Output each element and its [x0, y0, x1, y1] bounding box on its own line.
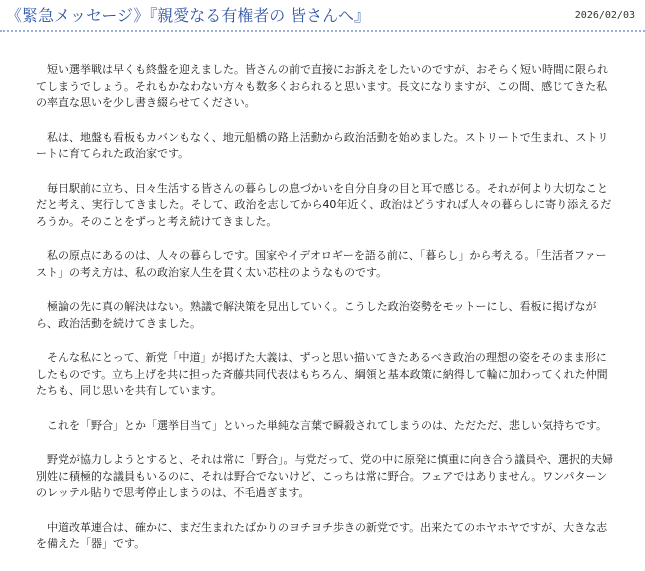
paragraph: 野党が協力しようとすると、それは常に「野合」。与党だって、党の中に原発に慎重に向き合う議員や、選択的夫婦別姓に積極的な議員もいるのに、それは野合でないけど、こっちは常に野合。フェアではありません。ワンパターンのレッテル貼りで思考停止しまうのは、不毛過ぎます。	[36, 453, 614, 499]
paragraph: 中道改革連合は、確かに、まだ生まれたばかりのヨチヨチ歩きの新党です。出来たてのホヤホヤですが、大きな志を備えた「器」です。	[36, 520, 608, 550]
paragraph: 極論の先に真の解決はない。熟議で解決策を見出していく。こうした政治姿勢をモットーにし、看板に掲げながら、政治活動を続けてきました。	[36, 300, 597, 330]
paragraph: 短い選挙戦は早くも終盤を迎えました。皆さんの前で直接にお訴えをしたいのですが、おそらく短い時間に限られてしまうでしょう。それもかなわない方々も数多くおられると思います。長文になりますが、この間、感じてきた私の率直な思いを少し書き綴らせてください。	[36, 63, 608, 109]
paragraph: これを「野合」とか「選挙目当て」といった単純な言葉で瞬殺されてしまうのは、ただただ、悲しい気持ちです。	[47, 418, 608, 432]
post-date: 2026/02/03	[574, 10, 635, 21]
page-header	[0, 0, 645, 32]
paragraph: 私は、地盤も看板もカバンもなく、地元船橋の路上活動から政治活動を始めました。ストリートで生まれ、ストリートに育てられた政治家です。	[36, 130, 609, 160]
paragraph: そんな私にとって、新党「中道」が掲げた大義は、ずっと思い描いてきたあるべき政治の理想の姿をそのまま形にしたものです。立ち上げを共に担った斉藤共同代表はもちろん、綱領と基本政策に納得して輪に加わってくれた仲間たちも、同じ思いを共有しています。	[36, 351, 608, 397]
paragraph: 私の原点にあるのは、人々の暮らしです。国家やイデオロギーを語る前に、「暮らし」から考える。「生活者ファースト」の考え方は、私の政治家人生を貫く太い芯柱のようなものです。	[36, 249, 607, 279]
page-title: 《緊急メッセージ》『親愛なる有権者の 皆さんへ』	[6, 6, 370, 25]
paragraph: 毎日駅前に立ち、日々生活する皆さんの暮らしの息づかいを自分自身の目と耳で感じる。それが何より大切なことだと考え、実行してきました。そして、政治を志してから40年近く、政治はどうすれば人々の暮らしに寄り添えるだろうか。そのことをずっと考え続けてきました。	[36, 181, 612, 228]
message-body	[36, 62, 614, 571]
